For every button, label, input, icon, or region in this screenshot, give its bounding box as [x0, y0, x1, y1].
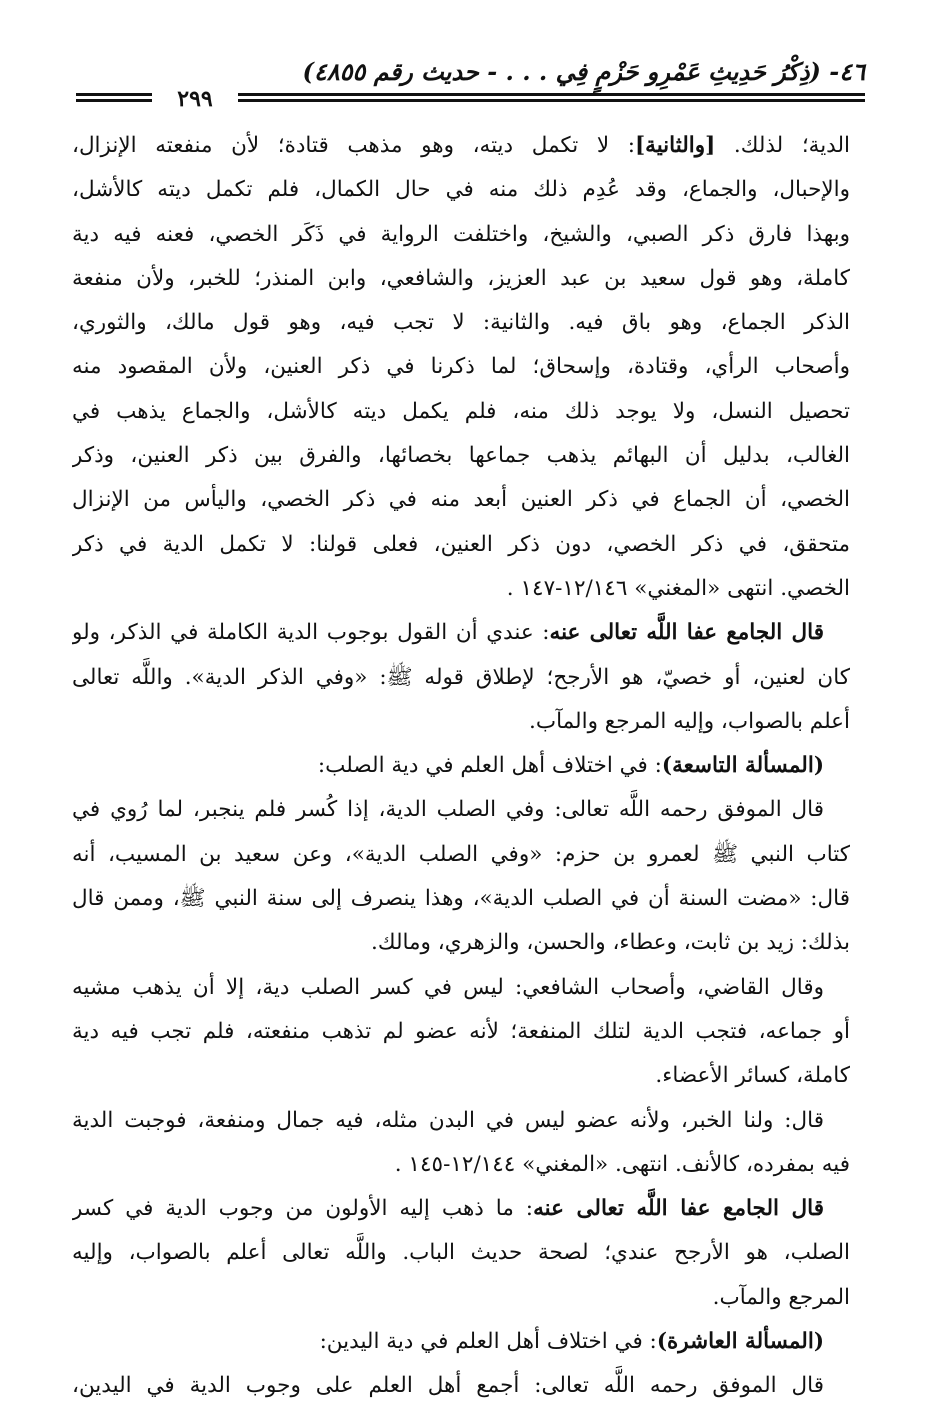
text-line: الصلب، هو الأرجح عندي؛ لصحة حديث الباب. واللَّه تعالى أعلم بالصواب، وإليه	[72, 1240, 850, 1266]
header-rule-right-top	[238, 93, 865, 96]
text-line: أو جماعه، فتجب الدية لتلك المنفعة؛ لأنه عضو لم تذهب منفعته، فلم تجب فيه دية	[72, 1018, 850, 1044]
text-line: وقال القاضي، وأصحاب الشافعي: ليس في كسر الصلب دية، إلا أن يذهب مشيه	[72, 974, 824, 1000]
text-line: الخصي. انتهى «المغني» ١٢/١٤٦-١٤٧ .	[506, 575, 850, 601]
header-rule-right-bottom	[238, 99, 865, 102]
text-run: : عندي أن القول بوجوب الدية الكاملة في الذكر، ولو	[72, 620, 550, 646]
text-line: متحقق، في ذكر الخصي، دون ذكر العنين، فعلى قولنا: لا تكمل الدية في ذكر	[72, 531, 850, 557]
section-heading	[72, 1320, 850, 1364]
text-line: قال: ولنا الخبر، ولأنه عضو ليس في البدن مثله، فيه جمال ومنفعة، فوجبت الدية	[72, 1107, 824, 1133]
text-line: فيه بمفرده، كالأنف. انتهى. «المغني» ١٢/١٤٤-١٤٥ .	[394, 1151, 850, 1177]
text-line	[72, 1187, 850, 1231]
text-line: كتاب النبي ﷺ لعمرو بن حزم: «وفي الصلب الدية»، وعن سعيد بن المسيب، أنه	[72, 841, 850, 867]
text-run: : في اختلاف أهل العلم في دية الصلب:	[317, 753, 662, 779]
text-line: والإحبال، والجماع، وقد عُدِم ذلك منه في حال الكمال، فلم تكمل ديته كالأشل،	[72, 177, 850, 203]
bold-label: [والثانية]	[635, 133, 716, 158]
body-text	[72, 124, 850, 1409]
header-rule-left-top	[76, 93, 152, 96]
bold-label: قال الجامع عفا اللَّه تعالى عنه	[533, 1196, 824, 1222]
text-line: الذكر الجماع، وهو باق فيه. والثانية: لا تجب فيه، وهو قول مالك، والثوري،	[72, 310, 850, 336]
text-line: قال الموفق رحمه اللَّه تعالى: أجمع أهل العلم على وجوب الدية في اليدين،	[72, 1373, 824, 1399]
text-line: الغالب، بدليل أن البهائم يذهب جماعها بخصائها، والفرق بين ذكر العنين، وذكر	[72, 443, 850, 469]
text-run: : ما ذهب إليه الأولون من وجوب الدية في كسر	[72, 1196, 534, 1222]
text-line: كان لعنين، أو خصيّ، هو الأرجح؛ لإطلاق قوله ﷺ: «وفي الذكر الدية». واللَّه تعالى	[72, 664, 850, 690]
text-line: قال الموفق رحمه اللَّه تعالى: وفي الصلب الدية، إذا كُسر فلم ينجبر، لما رُوي في	[72, 797, 824, 823]
page-number: ٢٩٩	[177, 86, 213, 112]
text-line: الخصي، أن الجماع في ذكر العنين أبعد منه في ذكر الخصي، واليأس من الإنزال	[72, 487, 850, 513]
text-line: كاملة، وهو قول سعيد بن عبد العزيز، والشافعي، وابن المنذر؛ للخبر، ولأن منفعة	[72, 265, 850, 291]
running-title: ٤٦- (ذِكْرُ حَدِيثِ عَمْرِو حَزْمٍ فِي . . . - حديث رقم ٤٨٥٥)	[302, 57, 865, 86]
bold-label: قال الجامع عفا اللَّه تعالى عنه	[549, 620, 824, 646]
text-line: تحصيل النسل، ولا يوجد ذلك منه، فلم يكمل ديته كالأشل، والجماع يذهب في	[72, 398, 850, 424]
text-run: الدية؛ لذلك.	[715, 133, 850, 158]
text-line: وأصحاب الرأي، وقتادة، وإسحاق؛ لما ذكرنا في ذكر العنين، ولأن المقصود منه	[72, 354, 850, 380]
bold-label: (المسألة التاسعة)	[661, 753, 824, 779]
text-line: المرجع والمآب.	[712, 1284, 850, 1310]
text-run: : لا تكمل ديته، وهو مذهب قتادة؛ لأن منفعته الإنزال،	[72, 133, 635, 158]
text-line: أعلم بالصواب، وإليه المرجع والمآب.	[529, 708, 850, 734]
text-line: كاملة، كسائر الأعضاء.	[655, 1063, 850, 1089]
text-line: بذلك: زيد بن ثابت، وعطاء، والحسن، والزهري، ومالك.	[370, 930, 850, 956]
text-line: قال: «مضت السنة أن في الصلب الدية»، وهذا ينصرف إلى سنة النبي ﷺ، وممن قال	[72, 886, 850, 912]
text-run: : في اختلاف أهل العلم في دية اليدين:	[319, 1329, 657, 1355]
header-rule-left-bottom	[76, 99, 152, 102]
text-line: وبهذا فارق ذكر الصبي، والشيخ، واختلفت الرواية في ذَكَر الخصي، فعنه فيه دية	[72, 221, 850, 247]
text-line	[72, 124, 850, 168]
text-line	[72, 611, 850, 655]
bold-label: (المسألة العاشرة)	[656, 1329, 824, 1355]
section-heading	[72, 744, 850, 788]
